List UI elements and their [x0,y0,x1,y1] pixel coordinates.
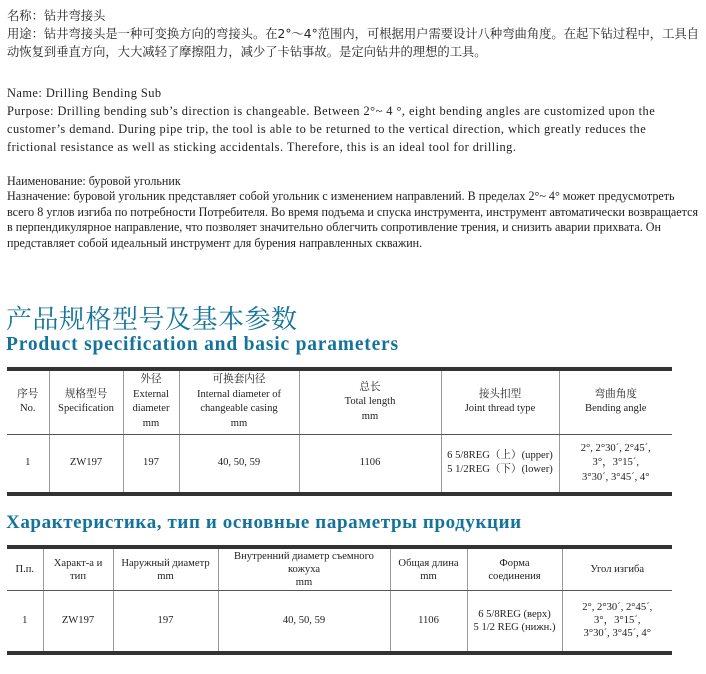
ru-cell-spec: ZW197 [43,591,113,653]
ru-header-outer-diameter: Наружный диаметр mm [113,547,218,591]
ru-name: Наименование: буровой угольник [7,174,181,188]
spec-header-internal-diameter: 可换套内径 Internal diameter of changeable casing mm [179,369,299,434]
spec-header-joint-thread: 接头扣型 Joint thread type [441,369,559,434]
spec-cell-od: 197 [123,434,179,494]
ru-cell-thread: 6 5/8REG (верх) 5 1/2 REG (нижн.) [467,591,562,653]
cn-name: 名称：钻井弯接头 [7,9,106,23]
cn-description [7,7,699,61]
ru-purpose: Назначение: буровой угольник представляет собой угольник с изменением направлений. В пределах 2°~ 4° может предусмотреть всего 8 углов изгиба по потребности Потребителя. Во время подъема и спуска инструмента, инструмент автоматически возвращается в перпендикулярное направление, что позволяет значительно облегчить сопротивление трения, и снизить аварии прихвата. Он представляет собой идеальный инструмент для бурения направленных скважин. [7,189,699,250]
spec-cell-spec: ZW197 [49,434,123,494]
spec-table-header-row [7,369,672,434]
heading-ru: Характеристика, тип и основные параметры продукции [6,512,522,533]
heading-en: Product specification and basic parameters [6,334,399,355]
spec-header-specification: 规格型号 Specification [49,369,123,434]
ru-spec-table [7,545,672,655]
spec-header-no: 序号 No. [7,369,49,434]
spec-cell-id: 40, 50, 59 [179,434,299,494]
ru-cell-angle: 2°, 2°30´, 2°45´, 3°，3°15´, 3°30´, 3°45´, 4° [562,591,672,653]
ru-header-type: Характ-а и тип [43,547,113,591]
ru-cell-id: 40, 50, 59 [218,591,390,653]
ru-header-total-length: Общая длина mm [390,547,467,591]
spec-header-external-diameter: 外径 External diameter mm [123,369,179,434]
spec-header-bending-angle: 弯曲角度 Bending angle [559,369,672,434]
spec-cell-length: 1106 [299,434,441,494]
spec-cell-no: 1 [7,434,49,494]
ru-table-header-row [7,547,672,591]
en-description [7,84,699,156]
spec-cell-thread: 6 5/8REG（上）(upper) 5 1/2REG（下）(lower) [441,434,559,494]
spec-cell-angle: 2°, 2°30´, 2°45´, 3°，3°15´, 3°30´, 3°45´, 4° [559,434,672,494]
ru-header-inner-diameter: Внутренний диаметр съемного кожуха mm [218,547,390,591]
ru-cell-length: 1106 [390,591,467,653]
en-name: Name: Drilling Bending Sub [7,86,162,100]
ru-header-connection: Форма соединения [467,547,562,591]
ru-cell-no: 1 [7,591,43,653]
ru-cell-od: 197 [113,591,218,653]
cn-purpose: 用途：钻井弯接头是一种可变换方向的弯接头。在2°～4°范围内，可根据用户需要设计八种弯曲角度。在起下钻过程中，工具自动恢复到垂直方向，大大减轻了摩擦阻力，减少了卡钻事故。是定向钻井的理想的工具。 [7,27,699,59]
en-purpose: Purpose: Drilling bending sub’s direction is changeable. Between 2°~ 4 °, eight bending angles are customized upon the customer’s demand. During pipe trip, the tool is able to be returned to the vertical direction, which greatly reduces the frictional resistance as well as sticking accidentals. Therefore, this is an ideal tool for drilling. [7,104,656,154]
ru-header-no: П.п. [7,547,43,591]
table-row [7,434,672,494]
heading-cn: 产品规格型号及基本参数 [6,305,298,335]
ru-description [7,174,699,251]
ru-header-bending-angle: Угол изгиба [562,547,672,591]
spec-header-total-length: 总长 Total length mm [299,369,441,434]
spec-table [7,367,672,496]
table-row [7,591,672,653]
